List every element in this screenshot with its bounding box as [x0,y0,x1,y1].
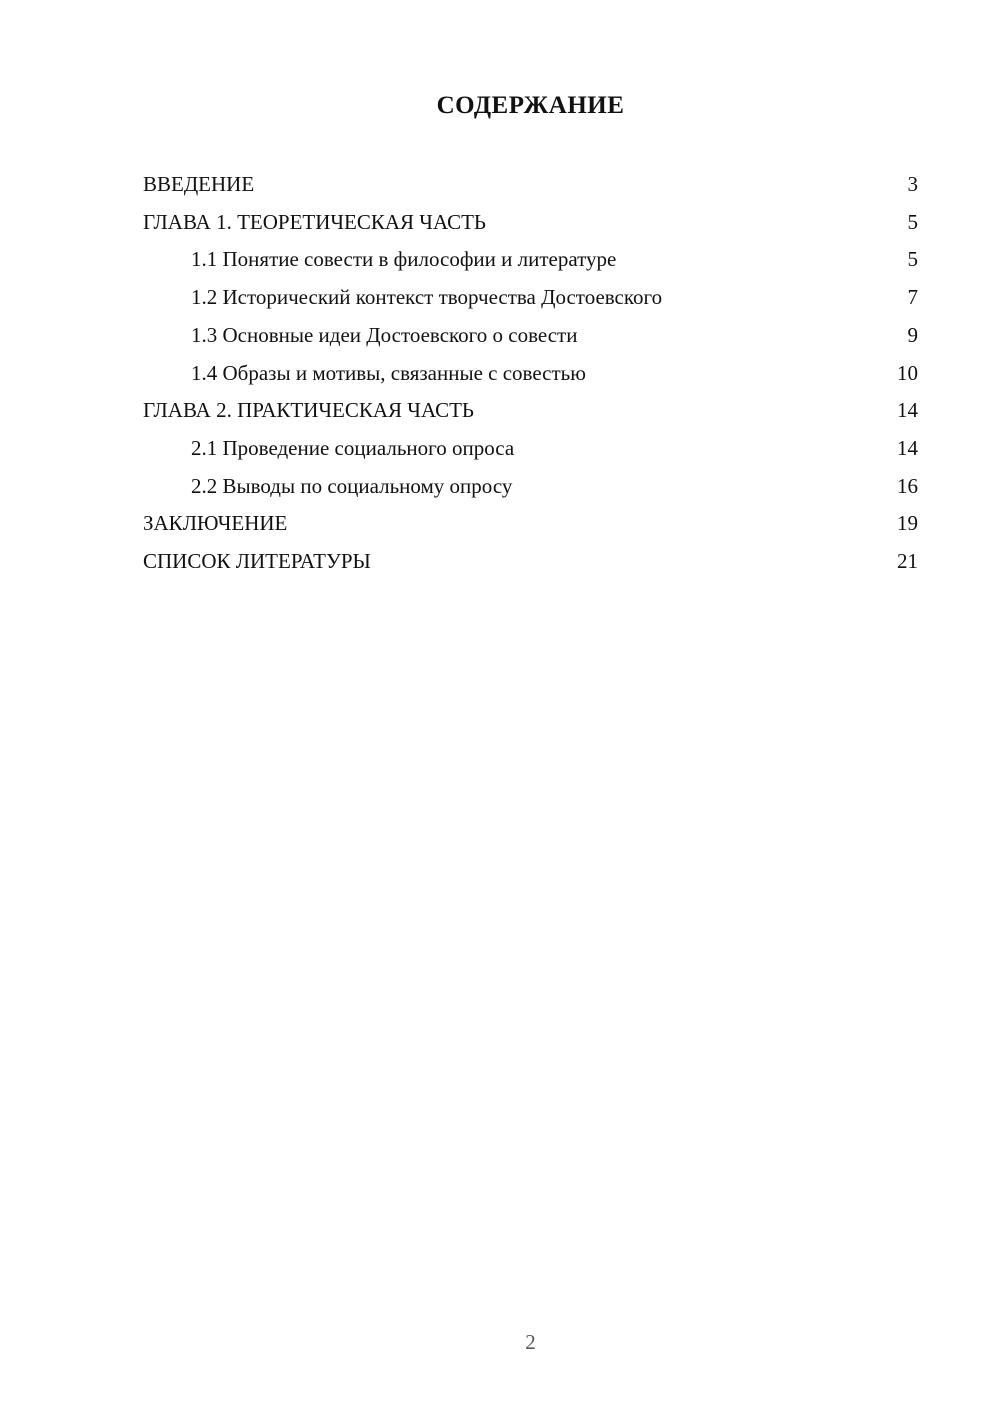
toc-entry-label: 1.1 Понятие совести в философии и литературе [191,247,617,272]
toc-entry-glava-1 [143,204,918,242]
toc-entry-2-1 [143,430,918,468]
toc-entry-zaklyuchenie [143,505,918,543]
toc-entry-page-number: 21 [897,549,918,574]
toc-entry-label: 2.1 Проведение социального опроса [191,435,515,460]
footer-page-number: 2 [525,1330,536,1354]
page-title: СОДЕРЖАНИЕ [436,92,625,119]
toc-entry-label: 1.4 Образы и мотивы, связанные с совестью [191,360,586,385]
page-content [143,0,918,581]
toc-entry-page-number: 9 [907,322,918,347]
toc-entry-page-number: 3 [907,172,918,196]
toc-entry-label: СПИСОК ЛИТЕРАТУРЫ [143,549,371,574]
toc-entry-page-number: 14 [897,398,918,423]
toc-entry-page-number: 7 [907,285,918,310]
toc-entry-1-3 [143,317,918,355]
toc-entry-vvedenie [143,166,918,204]
toc-entry-label: 2.2 Выводы по социальному опросу [191,473,513,498]
toc-entry-page-number: 19 [897,511,918,536]
toc-entry-label: ЗАКЛЮЧЕНИЕ [143,511,288,536]
toc-entry-1-4 [143,355,918,393]
toc-entry-page-number: 5 [907,247,918,272]
toc-entry-glava-2 [143,392,918,430]
toc-entry-1-1 [143,241,918,279]
toc-entry-page-number: 10 [897,360,918,385]
toc-entry-label: ГЛАВА 2. ПРАКТИЧЕСКАЯ ЧАСТЬ [143,398,474,423]
toc-entry-spisok-literatury [143,543,918,581]
toc-entry-label: ГЛАВА 1. ТЕОРЕТИЧЕСКАЯ ЧАСТЬ [143,209,486,234]
toc-entry-page-number: 16 [897,473,918,498]
toc-entry-label: 1.2 Исторический контекст творчества Достоевского [191,285,663,310]
toc-entry-page-number: 14 [897,435,918,460]
toc-entry-label: 1.3 Основные идеи Достоевского о совести [191,322,578,347]
toc-entry-page-number: 5 [907,209,918,234]
toc-entry-1-2 [143,279,918,317]
table-of-contents [143,166,918,581]
toc-entry-label: ВВЕДЕНИЕ [143,172,255,196]
toc-entry-2-2 [143,468,918,506]
